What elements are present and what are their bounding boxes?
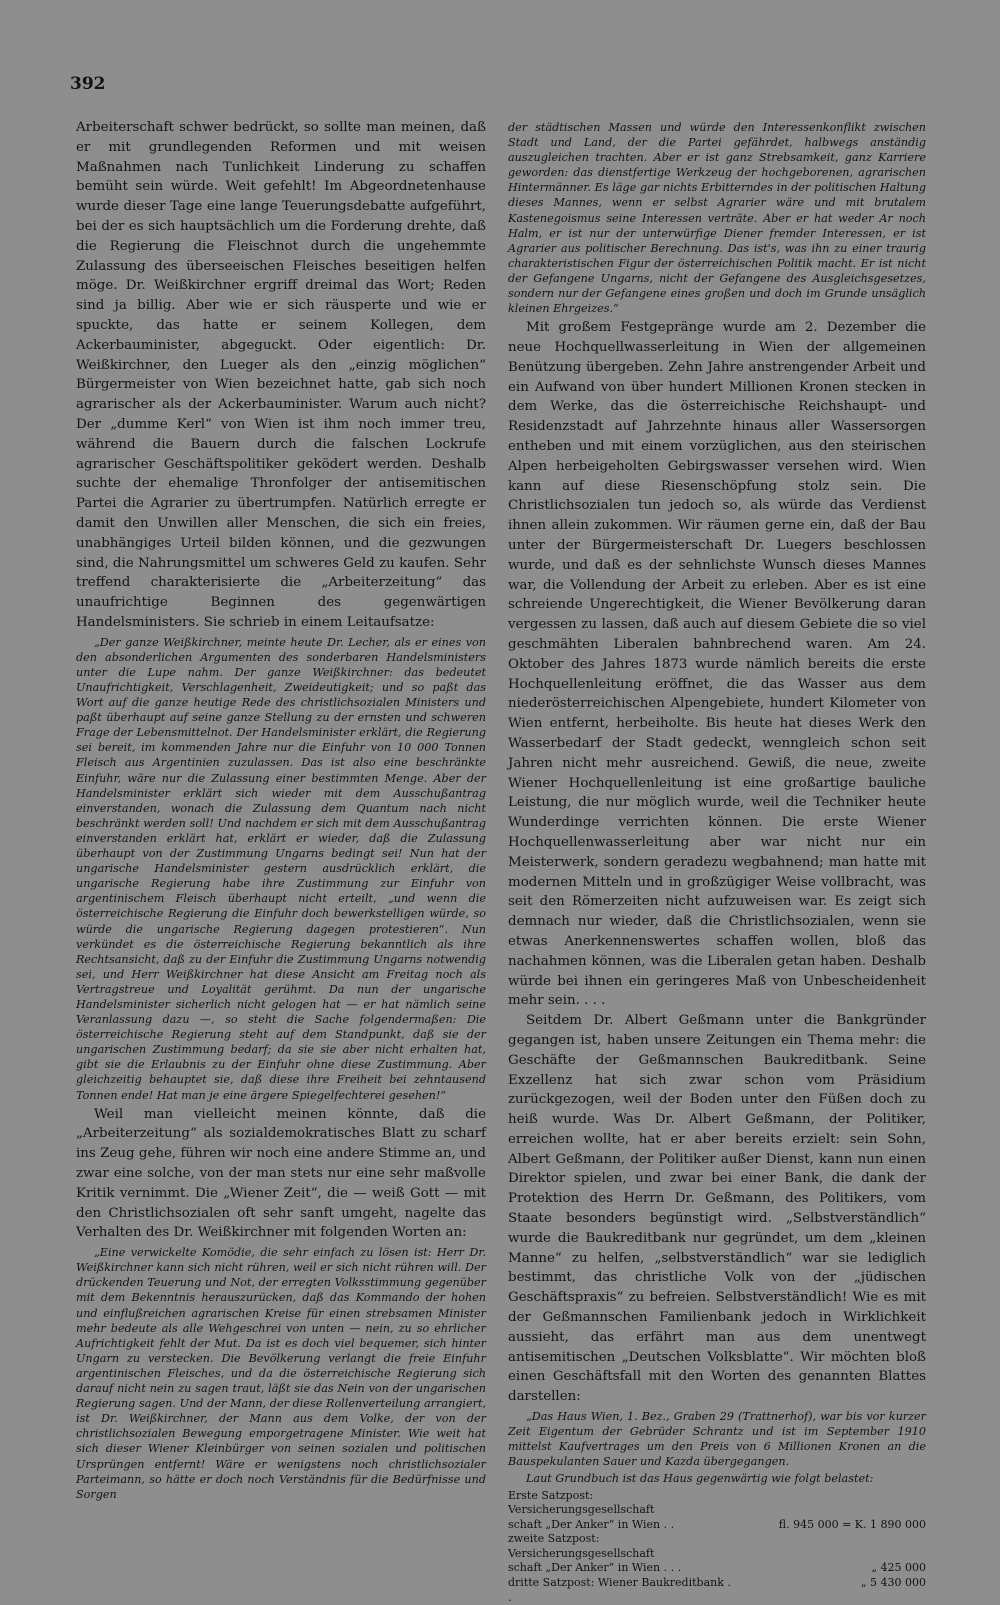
left-quote-1: „Der ganze Weißkirchner, meinte heute Dr. Lecher, als er eines von den absonderlichen Argumenten des sonderbaren Handelsministers unter die Lupe nahm. Der ganze Weißkirchner: das bedeutet Unaufrichtigkeit, Verschlagenheit, Zweideutigkeit; und so paßt das Wort auf die ganze heutige Rede des christlichsozialen Ministers und paßt überhaupt auf seine ganze Stellung zu der ernsten und schweren Frage der Lebensmittelnot. Der Handelsminister erklärt, die Regierung sei bereit, im kommenden Jahre nur die Einfuhr von 10 000 Tonnen Fleisch aus Argentinien zuzulassen. Das ist also eine beschränkte Einfuhr, wäre nur die Zulassung einer bestimmten Menge. Aber der Handelsminister erklärt sich wieder mit dem Ausschußantrag einverstanden, wonach die Zulassung dem Quantum nach nicht beschränkt werden soll! Und nachdem er sich mit dem Ausschußantrag einverstanden erklärt hat, erklärt er wieder, daß die Zulassung überhaupt von der Zustimmung Ungarns bedingt sei! Nun hat der ungarische Handelsminister gestern ausdrücklich erklärt, die ungarische Regierung habe ihre Zustimmung zur Einfuhr von argentinischem Fleisch überhaupt nicht erteilt, „und wenn die österreichische Regierung die Einfuhr doch bewerkstelligen würde, so würde die ungarische Regierung dagegen protestieren“. Nun verkündet es die österreichische Regierung bekanntlich als ihre Rechtsansicht, daß zu der Einfuhr die Zustimmung Ungarns notwendig sei, und Herr Weißkirchner hat diese Ansicht am Freitag noch als Vertragstreue und Loyalität gerühmt. Da nun der ungarische Handelsminister sicherlich nicht gelogen hat — er hat nämlich seine Veranlassung dazu —, so steht die Sache folgendermaßen: Die österreichische Regierung steht auf dem Standpunkt, daß sie der ungarischen Zustimmung bedarf; da sie sie aber nicht erhalten hat, gibt sie die Erlaubnis zu der Einfuhr ohne diese Zustimmung. Aber gleichzeitig behauptet sie, daß diese ihre Freiheit bei zehntausend Tonnen ende! Hat man je eine ärgere Spiegelfechterei gesehen!“ — [76, 635, 486, 1102]
ledger-intro: Laut Grundbuch ist das Haus gegenwärtig wie folgt belastet: — [526, 1472, 874, 1486]
right-paragraph-2: Seitdem Dr. Albert Geßmann unter die Bankgründer gegangen ist, haben unsere Zeitungen ein Thema mehr: die Geschäfte der Geßmannschen Baukreditbank. Seine Exzellenz hat sich zwar schon vom Präsidium zurückgezogen, weil der Boden unter den Füßen doch zu heiß wurde. Was Dr. Albert Geßmann, der Politiker, erreichen wollte, hat er aber bereits erzielt: sein Sohn, Albert Geßmann, der Politiker außer Dienst, kann nun einen Direktor spielen, und zwar bei einer Bank, die dank der Protektion des Herrn Dr. Geßmann, des Politikers, vom Staate besonders begünstigt wird. „Selbstverständlich“ wurde die Baukreditbank nur gegründet, um dem „kleinen Manne“ zu helfen, „selbstverständlich“ war sie lediglich bestimmt, das christliche Volk von der „jüdischen Geschäftspraxis“ zu befreien. Selbstverständlich! Wie es mit der Geßmannschen Familienbank jedoch in Wirklichkeit aussieht, das erfährt man aus dem unentwegt antisemitischen „Deutschen Volksblatte“. Wir möchten bloß einen Geschäftsfall mit den Worten des genannten Blattes darstellen: — [508, 1013, 926, 1405]
ledger-value: fl. 945 000 = K. 1 890 000 — [778, 1517, 926, 1531]
ledger-value — [736, 1489, 926, 1518]
right-quote: „Das Haus Wien, 1. Bez., Graben 29 (Trattnerhof), war bis vor kurzer Zeit Eigentum der Gebrüder Schrantz und ist im September 1910 mittelst Kaufvertrages um den Preis von 6 Millionen Kronen an die Bauspekulanten Sauer und Kazda übergegangen. — [508, 1410, 926, 1469]
page-number: 392 — [70, 74, 106, 94]
ledger-value: „ 425 000 — [871, 1561, 926, 1575]
ledger-row — [508, 1561, 926, 1576]
ledger-label: zweite Satzpost: Versicherungsgesellschaft — [508, 1532, 655, 1560]
ledger-row — [508, 1532, 926, 1561]
ledger-label: dritte Satzpost: Wiener Baukreditbank . . — [508, 1576, 731, 1604]
ledger-table — [508, 1489, 926, 1605]
ledger-row — [508, 1518, 926, 1533]
left-paragraph-2: Weil man vielleicht meinen könnte, daß die „Arbeiterzeitung“ als sozialdemokratisches Blatt zu scharf ins Zeug gehe, führen wir noch eine andere Stimme an, und zwar eine solche, von der man stets nur eine sehr maßvolle Kritik vernimmt. Die „Wiener Zeit“, die — weiß Gott — mit den Christlichsozialen oft sehr sanft umgeht, nagelte das Verhalten des Dr. Weißkirchner mit folgenden Worten an: — [76, 1106, 486, 1241]
ledger-row — [508, 1489, 926, 1518]
right-quote-continuation: der städtischen Massen und würde den Interessenkonflikt zwischen Stadt und Land, der die Partei gefährdet, halbwegs anständig auszugleichen trachten. Aber er ist ganz Strebsamkeit, ganz Karriere geworden: das dienstfertige Werkzeug der hochgeborenen, agrarischen Hintermänner. Es läge gar nichts Erbitterndes in der politischen Haltung dieses Mannes, wenn er selbst Agrarier wäre und mit brutalem Kastenegoismus seine Interessen verträte. Aber er hat weder Ar noch Halm, er ist nur der unterwürfige Diener fremder Interessen, er ist Agrarier aus politischer Berechnung. Das ist's, was ihn zu einer traurig charakteristischen Figur der österreichischen Politik macht. Er ist nicht der Gefangene Ungarns, nicht der Gefangene des Ausgleichsgesetzes, sondern nur der Gefangene eines großen und doch im Grunde unsäglich kleinen Ehrgeizes.“ — [508, 121, 926, 316]
left-column — [76, 118, 486, 1504]
ledger-value — [736, 1532, 926, 1561]
ledger-label: Erste Satzpost: Versicherungsgesellschaft — [508, 1488, 655, 1517]
ledger-label: schaft „Der Anker“ in Wien . . — [508, 1517, 675, 1531]
ledger-label: schaft „Der Anker“ in Wien . . . — [508, 1561, 682, 1575]
left-quote-2: „Eine verwickelte Komödie, die sehr einfach zu lösen ist: Herr Dr. Weißkirchner kann sich nicht rühren, weil er sich nicht rühren will. Der drückenden Teuerung und Not, der erregten Volksstimmung gegenüber mit dem Bekenntnis herauszurücken, daß das Kommando der hohen und einflußreichen agrarischen Kreise für einen strebsamen Minister mehr bedeute als alle Wehgeschrei von unten — nein, zu so ehrlicher Aufrichtigkeit fehlt der Mut. Da ist es doch viel bequemer, sich hinter Ungarn zu verstecken. Die Bevölkerung verlangt die freie Einfuhr argentinischen Fleisches, und da die österreichische Regierung sich darauf nicht nein zu sagen traut, läßt sie das Nein von der ungarischen Regierung sagen. Und der Mann, der diese Rollenverteilung arrangiert, ist Dr. Weißkirchner, der Mann aus dem Volke, der von der christlichsozialen Bewegung emporgetragene Minister. Wie weit hat sich dieser Wiener Kleinbürger von seinen sozialen und politischen Ursprüngen entfernt! Wäre er wenigstens noch christlichsozialer Parteimann, so hätte er doch noch Verständnis für die Bedürfnisse und Sorgen — [76, 1246, 486, 1501]
ledger-row — [508, 1576, 926, 1605]
right-column — [508, 118, 926, 1605]
left-paragraph-1: Arbeiterschaft schwer bedrückt, so sollte man meinen, daß er mit grundlegenden Reformen und mit weisen Maßnahmen nach Tunlichkeit Linderung zu schaffen bemüht sein würde. Weit gefehlt! Im Abgeordnetenhause wurde dieser Tage eine lange Teuerungsdebatte aufgeführt, bei der es sich hauptsächlich um die Forderung drehte, daß die Regierung die Fleischnot durch die ungehemmte Zulassung des überseeischen Fleisches beseitigen helfen möge. Dr. Weißkirchner ergriff dreimal das Wort; Reden sind ja billig. Aber wie er sich räusperte und wie er spuckte, das hatte er seinem Kollegen, dem Ackerbauminister, abgeguckt. Oder eigentlich: Dr. Weißkirchner, den Lueger als den „einzig möglichen“ Bürgermeister von Wien bezeichnet hatte, gab sich noch agrarischer als der Ackerbauminister. Warum auch nicht? Der „dumme Kerl“ von Wien ist ihm noch immer treu, während die Bauern durch die falschen Lockrufe agrarischer Geschäftspolitiker geködert werden. Deshalb suchte der ehemalige Thronfolger der antisemitischen Partei die Agrarier zu übertrumpfen. Natürlich erregte er damit den Unwillen aller Menschen, die sich ein freies, unabhängiges Urteil bilden können, und die gezwungen sind, die Nahrungsmittel um schweres Geld zu kaufen. Sehr treffend charakterisierte die „Arbeiterzeitung“ das unaufrichtige Beginnen des gegenwärtigen Handelsministers. Sie schrieb in einem Leitaufsatze: — [76, 120, 486, 630]
right-paragraph-1: Mit großem Festgepränge wurde am 2. Dezember die neue Hochquellwasserleitung in Wien der allgemeinen Benützung übergeben. Zehn Jahre anstrengender Arbeit und ein Aufwand von über hundert Millionen Kronen stecken in dem Werke, das die österreichische Reichshaupt- und Residenzstadt auf Jahrzehnte hinaus aller Wassersorgen entheben und mit einem vorzüglichen, aus den steirischen Alpen herbeigeholten Gebirgswasser versehen wird. Wien kann auf diese Riesenschöpfung stolz sein. Die Christlichsozialen tun jedoch so, als würde das Verdienst ihnen allein zukommen. Wir räumen gerne ein, daß der Bau unter der Bürgermeisterschaft Dr. Luegers beschlossen wurde, und daß es der sehnlichste Wunsch dieses Mannes war, die Vollendung der Arbeit zu erleben. Aber es ist eine schreiende Ungerechtigkeit, die Wiener Bevölkerung daran vergessen zu lassen, daß auch auf diesem Gebiete die so viel geschmähten Liberalen bahnbrechend waren. Am 24. Oktober des Jahres 1873 wurde nämlich bereits die erste Hochquellenleitung eröffnet, die das Wasser aus dem niederösterreichischen Alpengebiete, hundert Kilometer von Wien entfernt, herbeiholte. Bis heute hat dieses Werk den Wasserbedarf der Stadt gedeckt, wenngleich schon seit Jahren nicht mehr ausreichend. Gewiß, die neue, zweite Wiener Hochquellenleitung ist eine großartige bauliche Leistung, die nur möglich wurde, weil die Techniker heute Wunderdinge verrichten können. Die erste Wiener Hochquellenwasserleitung aber war nicht nur ein Meisterwerk, sondern geradezu wegbahnend; man hatte mit modernen Mitteln und in großzügiger Weise vollbracht, was seit den Römerzeiten nicht aufzuweisen war. Es zeigt sich demnach nur wieder, daß die Christlichsozialen, wenn sie etwas Anerkennenswertes schaffen wollen, bloß das nachahmen können, was die Liberalen getan haben. Deshalb würde bei ihnen ein geringeres Maß von Unbescheidenheit mehr sein. . . . — [508, 320, 926, 1009]
ledger-value: „ 5 430 000 — [860, 1576, 926, 1590]
